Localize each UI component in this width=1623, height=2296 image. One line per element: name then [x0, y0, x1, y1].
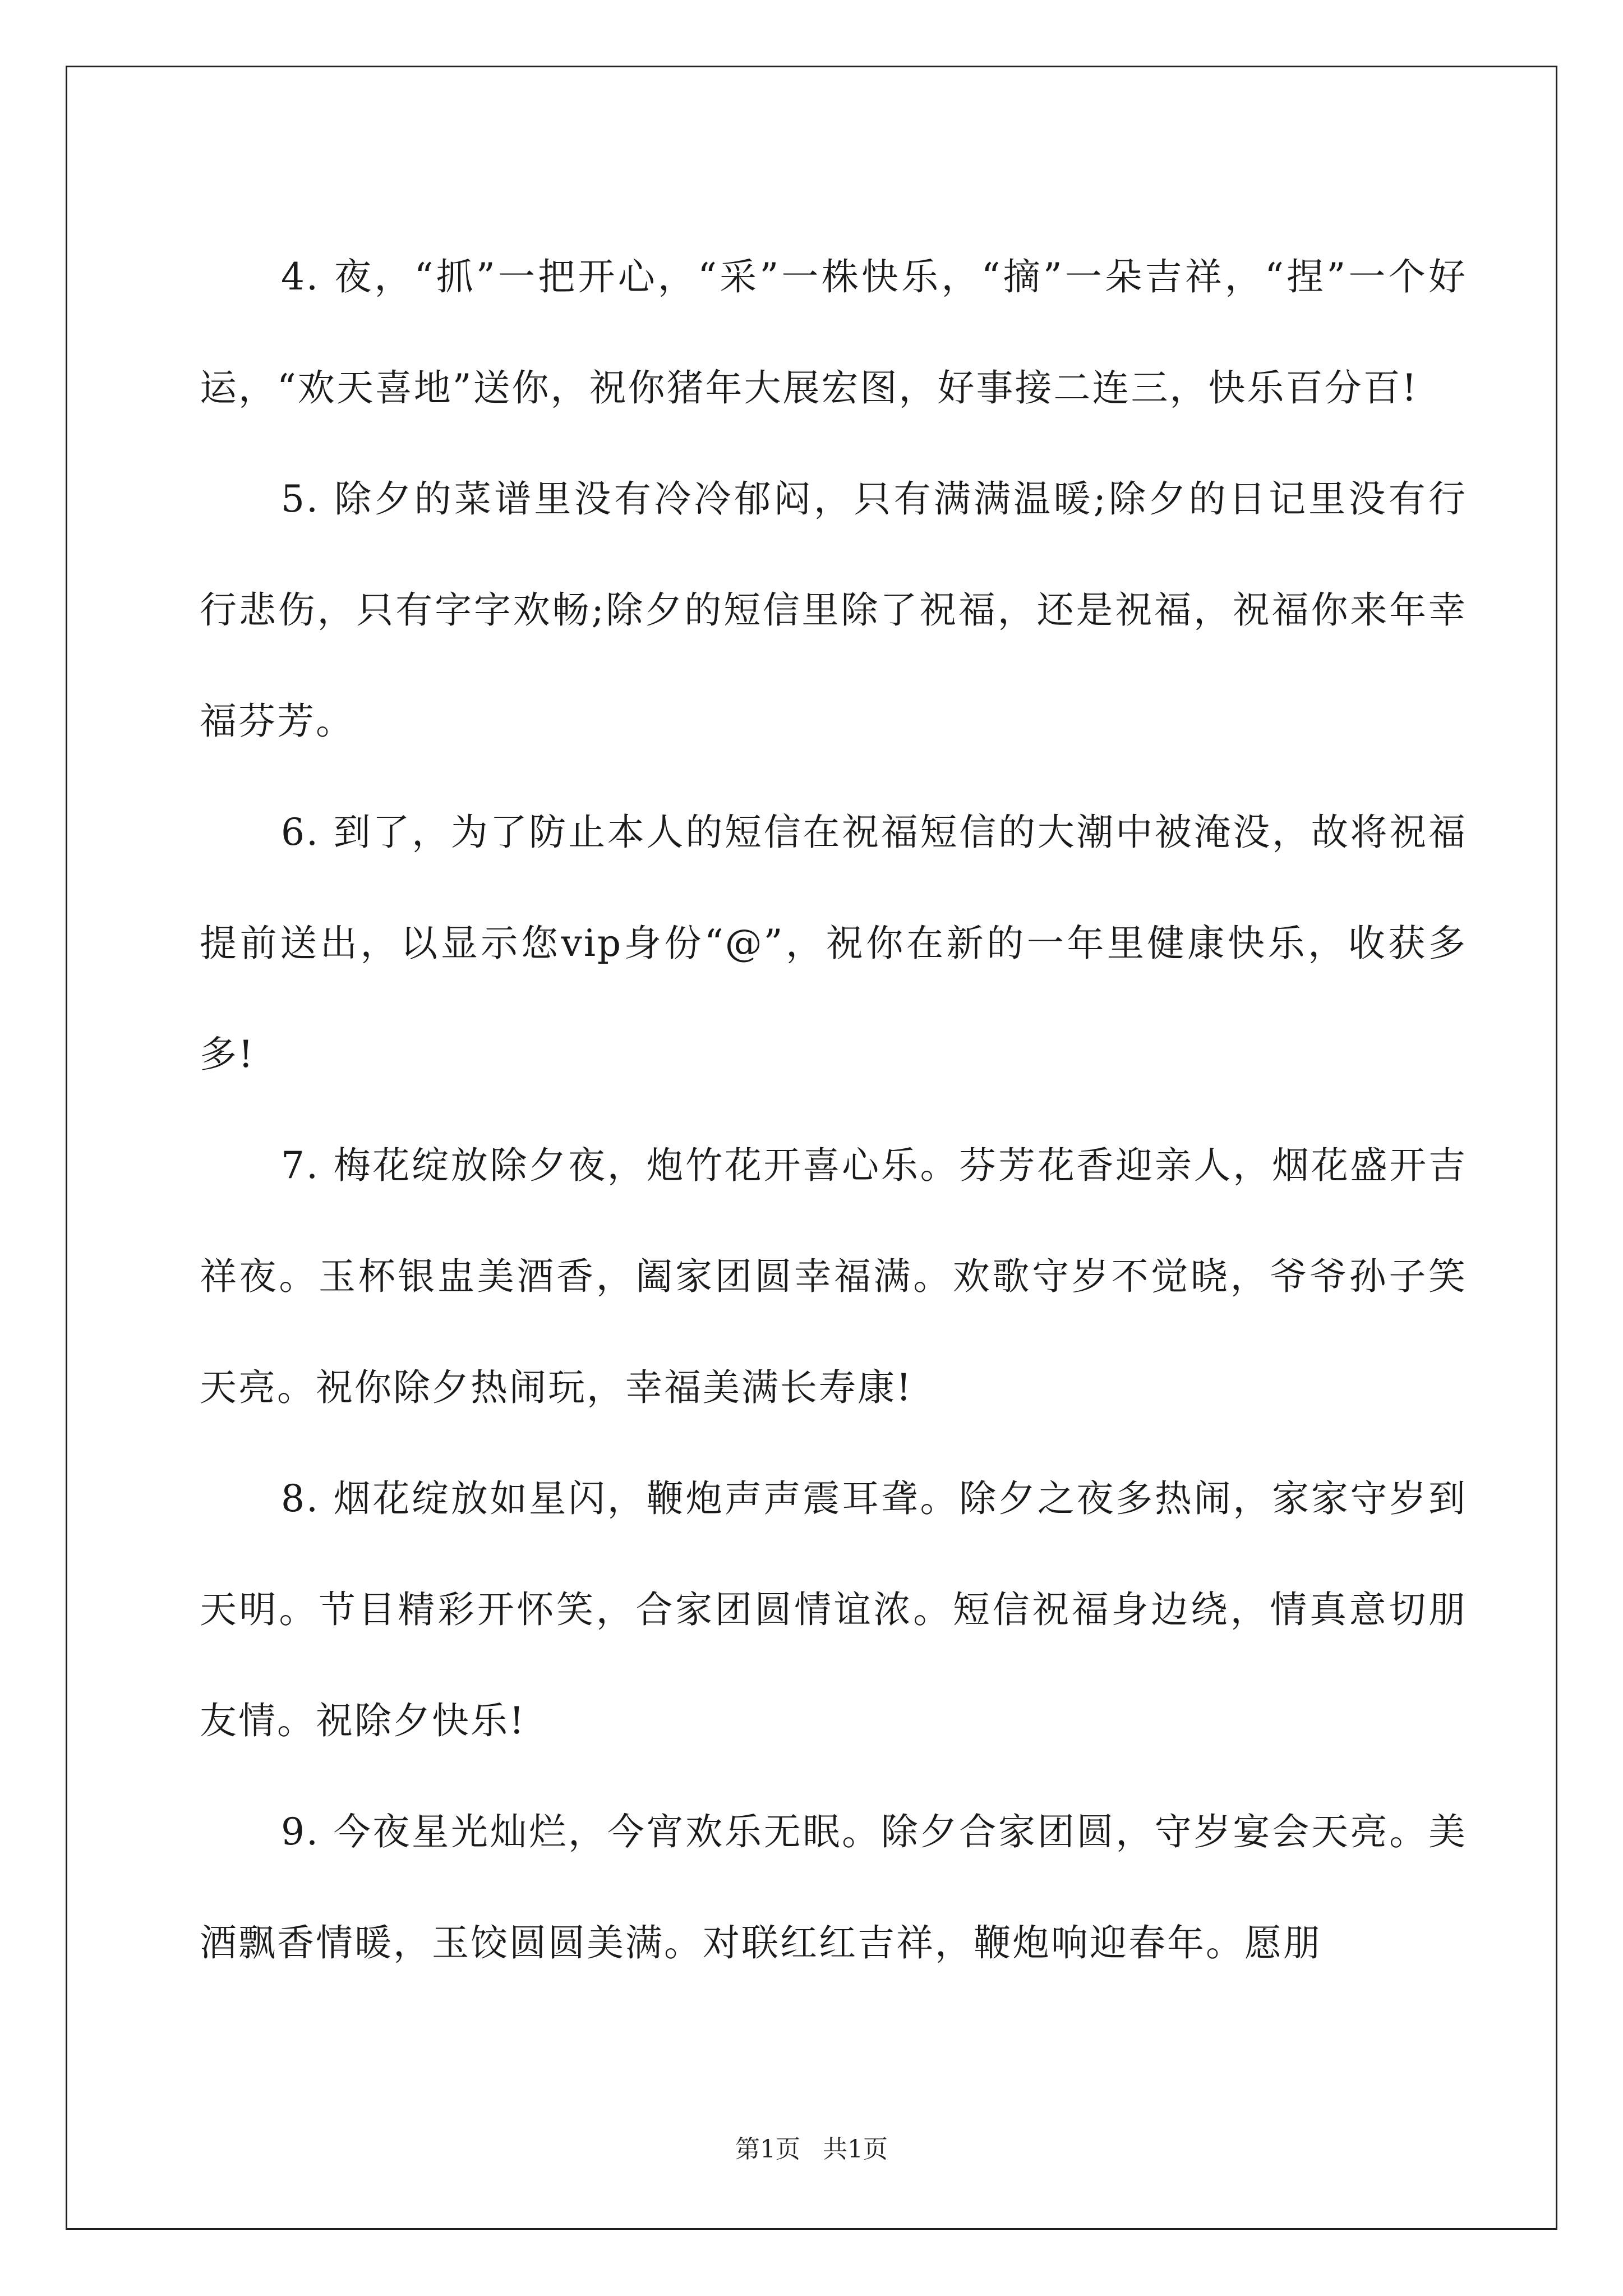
- paragraph-9: 9. 今夜星光灿烂，今宵欢乐无眠。除夕合家团圆，守岁宴会天亮。美酒飘香情暖，玉饺圆圆美满。对联红红吉祥，鞭炮响迎春年。愿朋: [200, 1810, 1467, 1964]
- paragraph-8: 8. 烟花绽放如星闪，鞭炮声声震耳聋。除夕之夜多热闹，家家守岁到天明。节目精彩开怀笑，合家团圆情谊浓。短信祝福身边绕，情真意切朋友情。祝除夕快乐!: [200, 1477, 1467, 1742]
- document-body: [200, 222, 1467, 1999]
- page-number-current: 第1页: [735, 2135, 800, 2164]
- paragraph-7: 7. 梅花绽放除夕夜，炮竹花开喜心乐。芬芳花香迎亲人，烟花盛开吉祥夜。玉杯银盅美酒香，阖家团圆幸福满。欢歌守岁不觉晓，爷爷孙子笑天亮。祝你除夕热闹玩，幸福美满长寿康!: [200, 1144, 1467, 1409]
- page-number-total: 共1页: [823, 2135, 888, 2164]
- page-footer: [0, 2129, 1623, 2165]
- paragraph-6: 6. 到了，为了防止本人的短信在祝福短信的大潮中被淹没，故将祝福提前送出，以显示您vip身份“@”，祝你在新的一年里健康快乐，收获多多!: [200, 811, 1467, 1076]
- paragraph-5: 5. 除夕的菜谱里没有冷冷郁闷，只有满满温暖;除夕的日记里没有行行悲伤，只有字字欢畅;除夕的短信里除了祝福，还是祝福，祝福你来年幸福芬芳。: [200, 477, 1467, 743]
- paragraph-4: 4. 夜，“抓”一把开心，“采”一株快乐，“摘”一朵吉祥，“捏”一个好运，“欢天喜地”送你，祝你猪年大展宏图，好事接二连三，快乐百分百!: [200, 255, 1467, 409]
